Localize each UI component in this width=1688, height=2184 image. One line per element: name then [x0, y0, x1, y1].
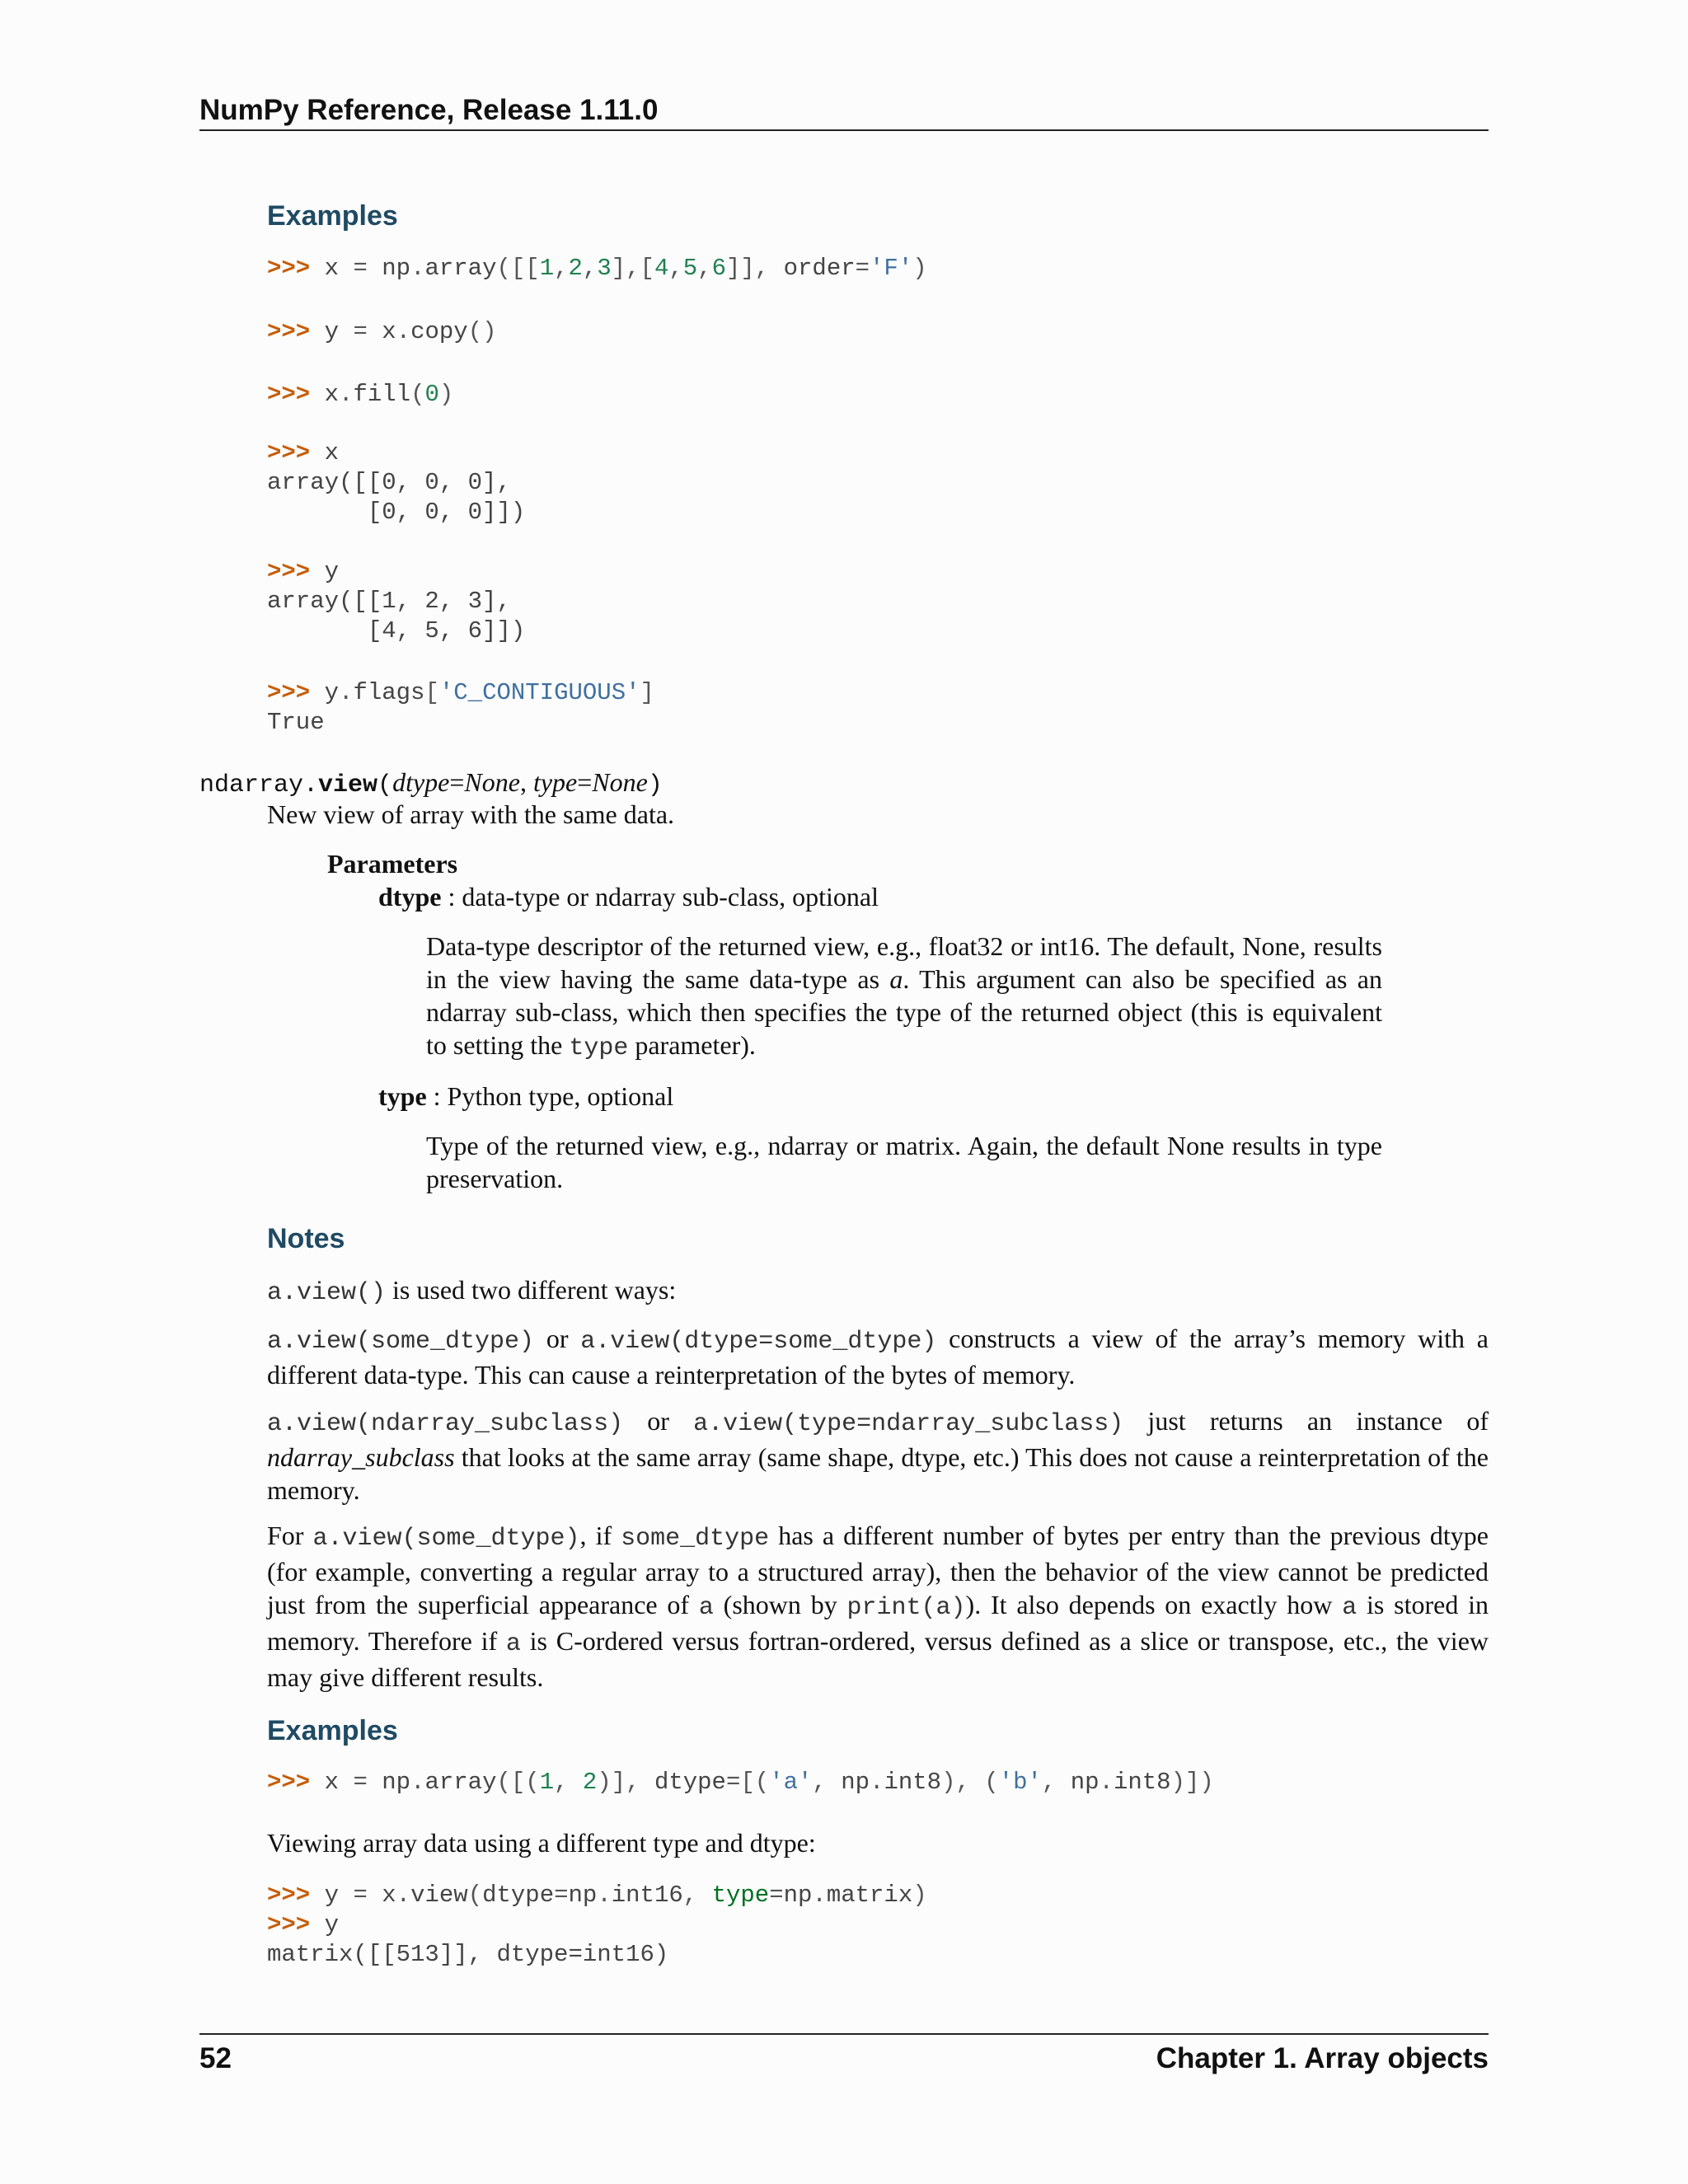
notes-paragraph: a.view(some_dtype) or a.view(dtype=some_dtype) constructs a view of the array’s memory with a different data-type. This can cause a reinterpretation of the bytes of memory.: [267, 1324, 1489, 1390]
example-caption: Viewing array data using a different type and dtype:: [267, 1828, 816, 1858]
footer-rule: [199, 2033, 1489, 2035]
page-number: 52: [199, 2042, 232, 2074]
param-type: : data-type or ndarray sub-class, optional: [441, 882, 879, 912]
code-output: matrix([[513]], dtype=int16): [267, 1941, 669, 1968]
code-line: >>> x: [267, 439, 340, 466]
code-line: >>> y: [267, 1911, 340, 1938]
parameters-heading: Parameters: [327, 849, 458, 879]
header-rule: [199, 129, 1489, 131]
notes-heading: Notes: [267, 1223, 345, 1254]
code-output: True: [267, 709, 325, 736]
code-output: [0, 0, 0]]): [267, 499, 526, 526]
method-args: (dtype=None, type=None): [377, 767, 663, 799]
param-type-item: [378, 1080, 673, 1113]
param-name: type: [378, 1081, 427, 1111]
param-type: : Python type, optional: [426, 1081, 674, 1111]
examples-heading: Examples: [267, 200, 398, 232]
code-line: >>> y: [267, 558, 340, 585]
code-line: >>> y.flags['C_CONTIGUOUS']: [267, 679, 654, 706]
notes-paragraph: For a.view(some_dtype), if some_dtype has a different number of bytes per entry than the previous dtype (for example, converting a regular array to a structured array), then the behavior of the view cannot be predicted just from the superficial appearance of a (shown by print(a)). It also depends on exactly how a is stored in memory. Therefore if a is C-ordered versus fortran-ordered, versus defined as a slice or transpose, etc., the view may give different results.: [267, 1521, 1489, 1692]
class-name: ndarray.: [199, 771, 319, 799]
method-summary: New view of array with the same data.: [267, 799, 675, 829]
param-description: Data-type descriptor of the returned view, e.g., float32 or int16. The default, None, results in the view having the same data-type as a. This argument can also be specified as an ndarray sub-class, which then specifies the type of the returned object (this is equivalent to setting the type parameter).: [426, 931, 1383, 1062]
notes-paragraph: a.view(ndarray_subclass) or a.view(type=ndarray_subclass) just returns an instance of ndarray_subclass that looks at the same array (same shape, dtype, etc.) This does not cause a reinterpretation of the memory.: [267, 1406, 1489, 1505]
code-line: >>> x.fill(0): [267, 381, 454, 408]
code-output: array([[0, 0, 0],: [267, 469, 511, 496]
param-name: dtype: [378, 882, 442, 912]
code-output: array([[1, 2, 3],: [267, 588, 511, 615]
notes-paragraph: a.view() is used two different ways:: [267, 1275, 677, 1307]
chapter-title: Chapter 1. Array objects: [1156, 2042, 1489, 2074]
code-output: [4, 5, 6]]): [267, 617, 526, 644]
code-line: >>> x = np.array([(1, 2)], dtype=[('a', np.int8), ('b', np.int8)]): [267, 1769, 1214, 1796]
running-header: NumPy Reference, Release 1.11.0: [199, 94, 659, 126]
code-line: >>> y = x.copy(): [267, 318, 497, 345]
method-name: view: [318, 771, 378, 799]
code-line: >>> x = np.array([[1,2,3],[4,5,6]], order='F'): [267, 255, 927, 282]
param-dtype: [378, 880, 879, 913]
examples-heading: Examples: [267, 1715, 398, 1746]
param-description: Type of the returned view, e.g., ndarray or matrix. Again, the default None results in type preservation.: [426, 1131, 1382, 1193]
code-line: >>> y = x.view(dtype=np.int16, type=np.matrix): [267, 1882, 927, 1909]
